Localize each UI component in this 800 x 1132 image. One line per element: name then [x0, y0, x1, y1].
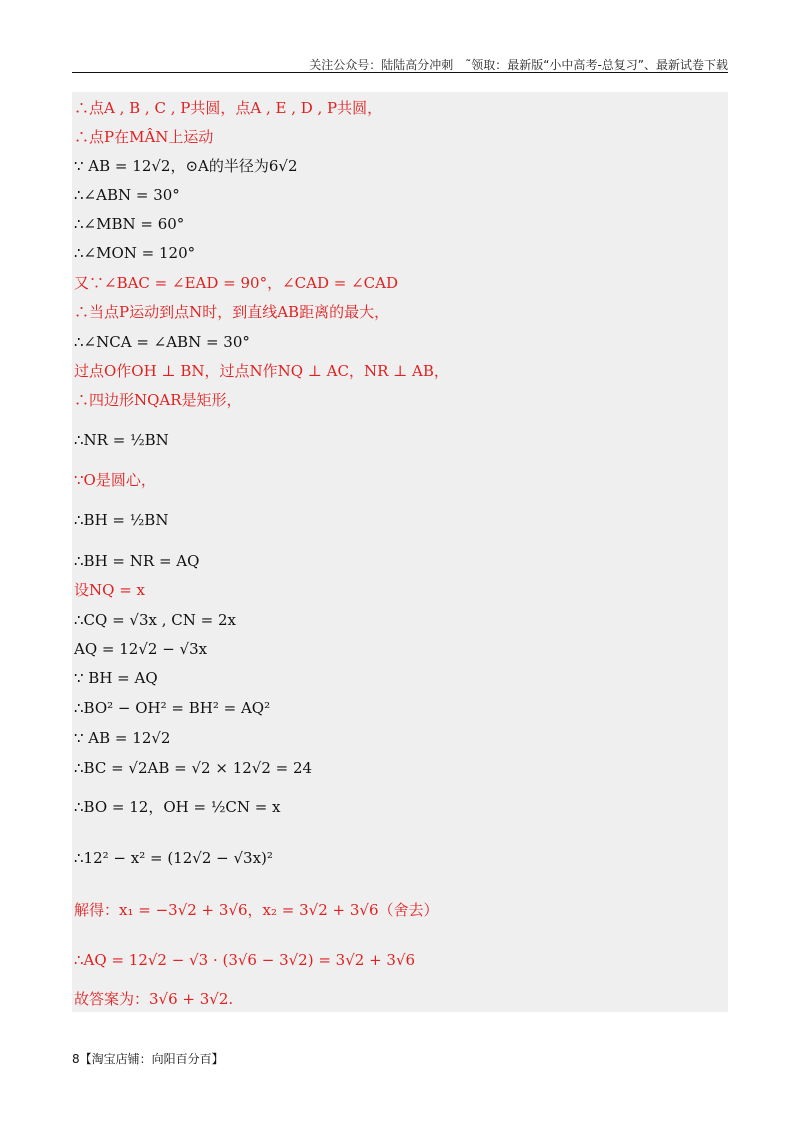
solution-line: ∴12² − x² = (12√2 − √3x)²: [74, 849, 273, 867]
solution-line: ∴点P在MÂN上运动: [74, 128, 214, 146]
solution-line: ∴CQ = √3x , CN = 2x: [74, 611, 236, 629]
solution-line: 解得：x₁ = −3√2 + 3√6，x₂ = 3√2 + 3√6（舍去）: [74, 901, 439, 919]
header-rule: [72, 72, 728, 73]
solution-line: 过点O作OH ⊥ BN，过点N作NQ ⊥ AC，NR ⊥ AB，: [74, 362, 449, 380]
solution-line: AQ = 12√2 − √3x: [74, 640, 208, 658]
solution-line: 又∵∠BAC = ∠EAD = 90°，∠CAD = ∠CAD: [74, 274, 398, 292]
solution-line: ∴∠ABN = 30°: [74, 186, 180, 204]
solution-line: ∵ AB = 12√2: [74, 729, 171, 747]
solution-line: ∵O是圆心，: [74, 471, 156, 489]
page-footer: 8【淘宝店铺：向阳百分百】: [72, 1052, 224, 1066]
solution-line: ∴NR = ½BN: [74, 431, 169, 449]
solution-line: ∴BH = ½BN: [74, 511, 169, 529]
solution-line: 故答案为：3√6 + 3√2.: [74, 990, 234, 1008]
solution-line: 设NQ = x: [74, 581, 145, 599]
solution-line: ∴BO = 12，OH = ½CN = x: [74, 798, 281, 816]
solution-line: ∴∠NCA = ∠ABN = 30°: [74, 333, 250, 351]
page-header: 关注公众号：陆陆高分冲刺 ˜领取：最新版“小中高考-总复习”、最新试卷下载: [309, 58, 728, 72]
solution-line: ∴BO² − OH² = BH² = AQ²: [74, 699, 271, 717]
solution-content: [72, 92, 728, 1012]
solution-line: ∴∠MBN = 60°: [74, 215, 185, 233]
solution-line: ∵ AB = 12√2，⊙A的半径为6√2: [74, 157, 298, 175]
solution-line: ∴∠MON = 120°: [74, 244, 196, 262]
solution-line: ∴AQ = 12√2 − √3 · (3√6 − 3√2) = 3√2 + 3√6: [74, 951, 416, 969]
solution-line: ∴当点P运动到点N时，到直线AB距离的最大，: [74, 303, 390, 321]
solution-line: ∴BH = NR = AQ: [74, 552, 200, 570]
solution-line: ∴四边形NQAR是矩形，: [74, 391, 242, 409]
solution-line: ∴BC = √2AB = √2 × 12√2 = 24: [74, 759, 313, 777]
solution-line: ∴点A , B , C , P共圆，点A , E , D , P共圆，: [74, 99, 383, 117]
solution-line: ∵ BH = AQ: [74, 669, 158, 687]
